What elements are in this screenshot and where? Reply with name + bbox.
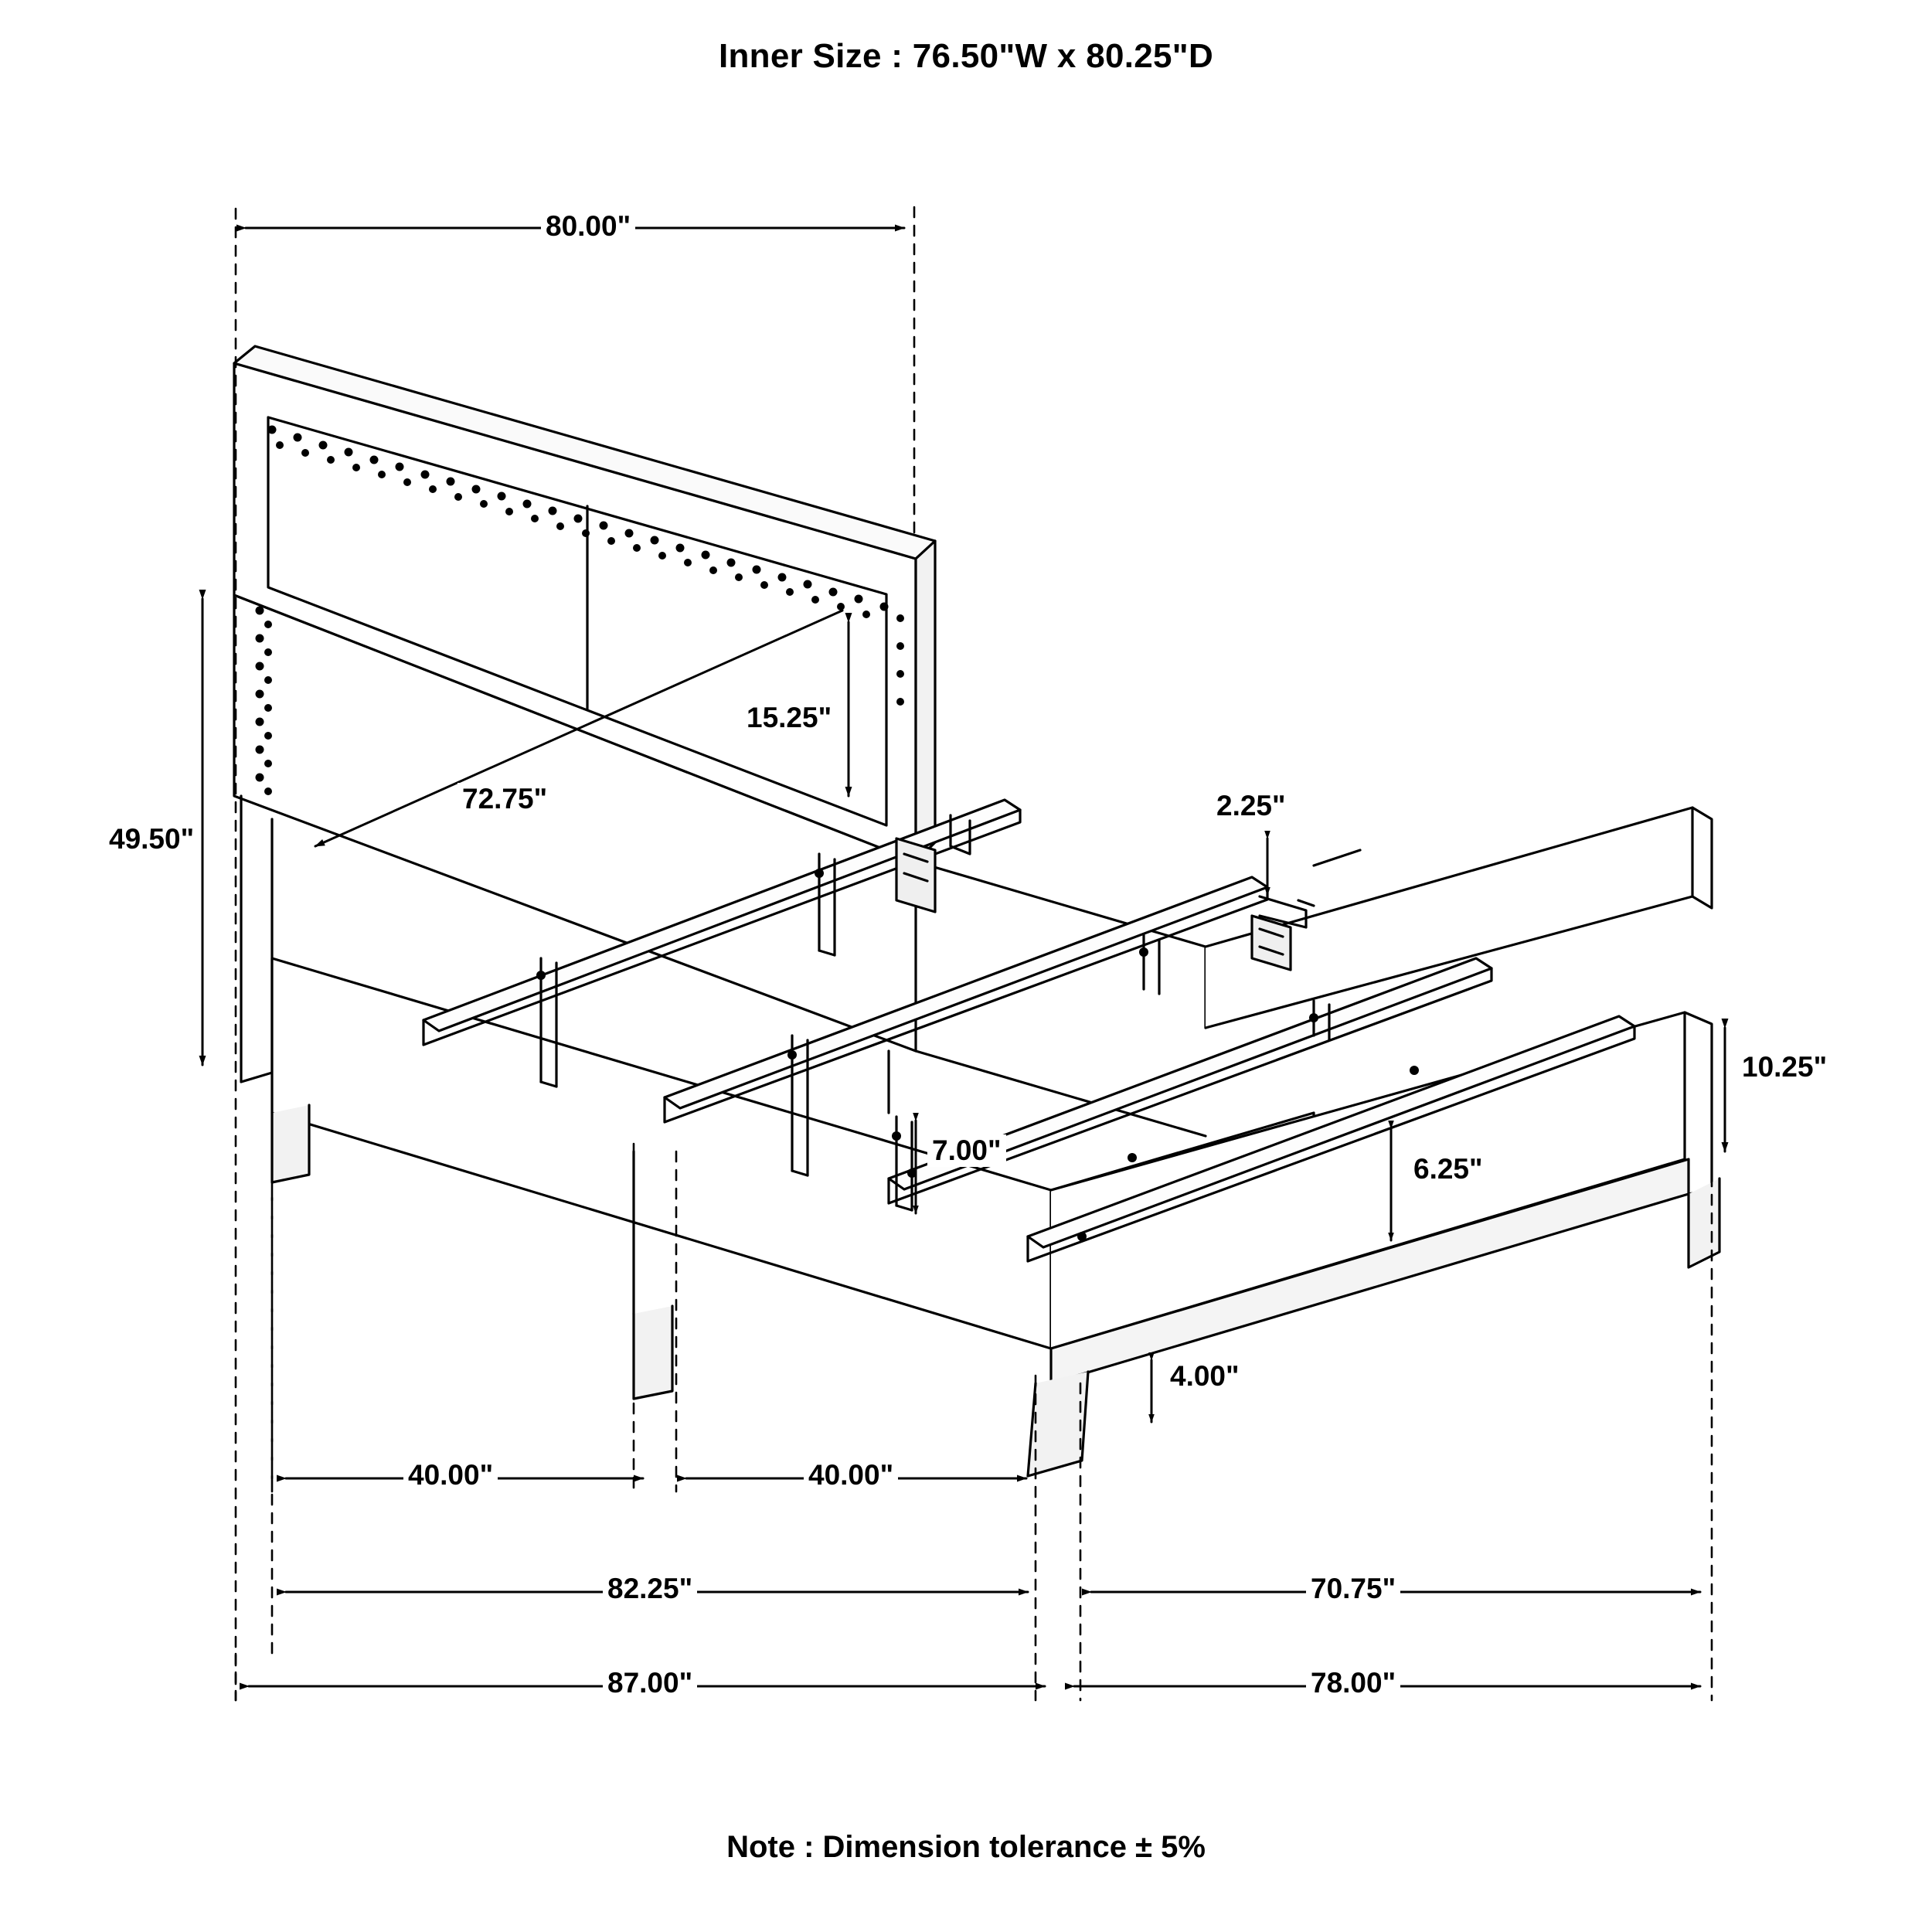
dimension-label-headboard-height: 49.50" (104, 823, 199, 855)
tolerance-note: Note : Dimension tolerance ± 5% (726, 1830, 1206, 1864)
dimension-label-inner-length: 82.25" (603, 1573, 697, 1605)
dimension-label-headboard-panel-height: 15.25" (742, 702, 836, 734)
dimension-label-overall-length: 87.00" (603, 1667, 697, 1699)
dimension-label-leg-height: 4.00" (1165, 1360, 1244, 1393)
dimension-label-overall-width-top: 80.00" (541, 210, 635, 243)
dimension-label-deck-clearance: 6.25" (1409, 1153, 1488, 1185)
page-title: Inner Size : 76.50"W x 80.25"D (718, 37, 1214, 75)
dimension-label-overall-depth: 78.00" (1306, 1667, 1400, 1699)
dimension-label-rail-top-offset: 2.25" (1212, 790, 1291, 822)
dimension-label-left-span: 40.00" (403, 1459, 498, 1492)
dimension-label-inner-rail-width: 72.75" (457, 783, 552, 815)
dimension-label-side-rail-height: 10.25" (1737, 1051, 1832, 1083)
dimension-label-slat-clearance: 7.00" (927, 1134, 1006, 1167)
dimension-label-right-span: 40.00" (804, 1459, 898, 1492)
dimension-label-inner-depth: 70.75" (1306, 1573, 1400, 1605)
